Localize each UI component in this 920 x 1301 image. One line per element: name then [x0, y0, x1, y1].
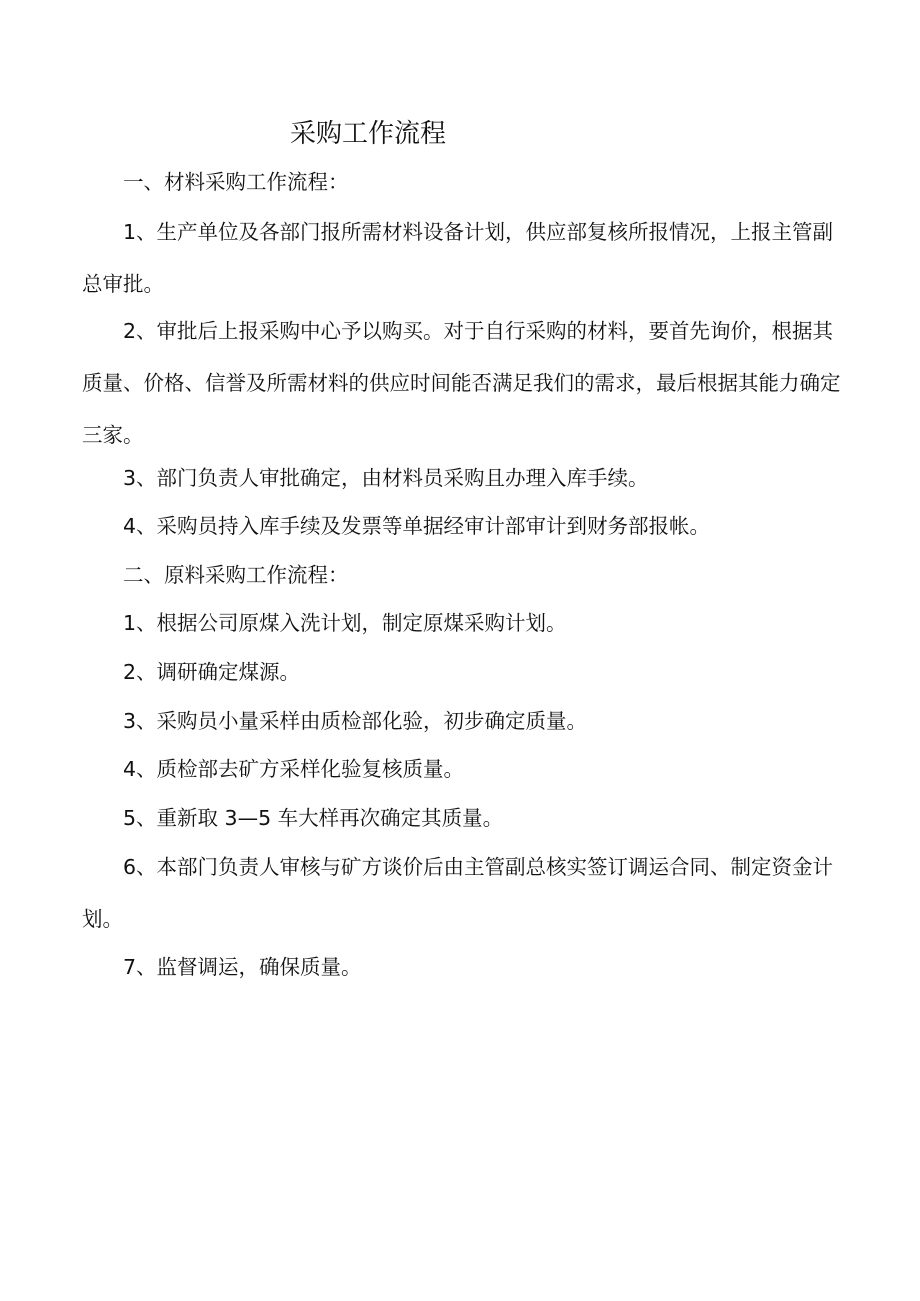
- page-title: 采购工作流程: [290, 119, 447, 149]
- section-heading-raw-materials: 二、原料采购工作流程：: [123, 563, 349, 587]
- raw-step-7: 7、监督调运，确保质量。: [123, 955, 362, 979]
- raw-step-6: 6、本部门负责人审核与矿方谈价后由主管副总核实签订调运合同、制定资金计划。: [82, 855, 834, 931]
- raw-step-4: 4、质检部去矿方采样化验复核质量。: [123, 757, 465, 781]
- materials-step-4: 4、采购员持入库手续及发票等单据经审计部审计到财务部报帐。: [123, 514, 711, 538]
- raw-step-5: 5、重新取 3—5 车大样再次确定其质量。: [123, 806, 504, 830]
- raw-step-1: 1、根据公司原煤入洗计划，制定原煤采购计划。: [123, 611, 567, 635]
- raw-step-2: 2、调研确定煤源。: [123, 660, 301, 684]
- section-heading-materials: 一、材料采购工作流程：: [123, 170, 349, 194]
- raw-step-3: 3、采购员小量采样由质检部化验，初步确定质量。: [123, 709, 588, 733]
- materials-step-1: 1、生产单位及各部门报所需材料设备计划，供应部复核所报情况，上报主管副总审批。: [82, 220, 834, 296]
- materials-step-3: 3、部门负责人审批确定，由材料员采购且办理入库手续。: [123, 466, 649, 490]
- materials-step-2: 2、审批后上报采购中心予以购买。对于自行采购的材料，要首先询价，根据其质量、价格、信誉及所需材料的供应时间能否满足我们的需求，最后根据其能力确定三家。: [82, 319, 841, 447]
